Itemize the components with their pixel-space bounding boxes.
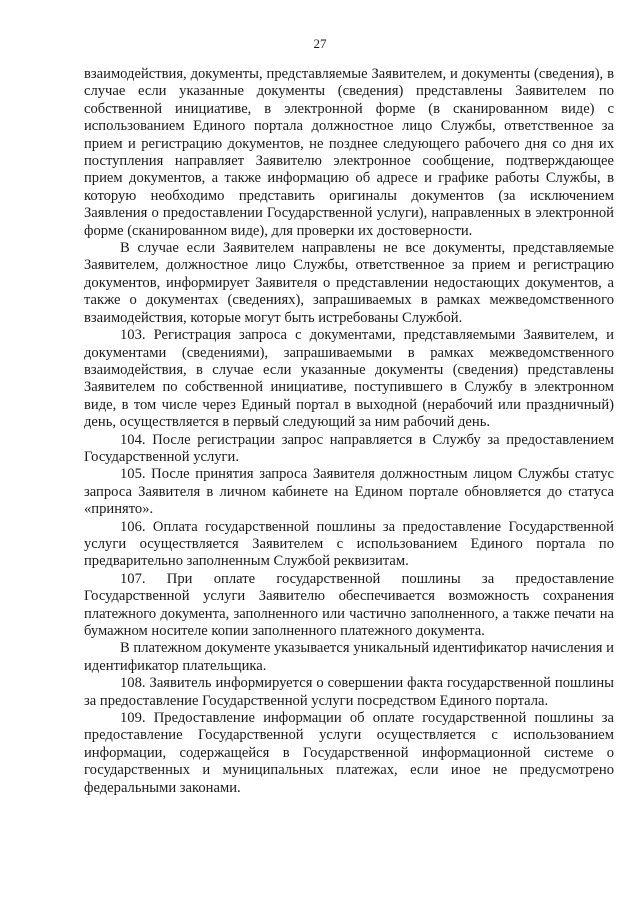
- paragraph-payment-document: В платежном документе указывается уникальный идентификатор начисления и идентификатор плательщика.: [84, 640, 614, 674]
- paragraph-108: 108. Заявитель информируется о совершении факта государственной пошлины за предоставление Государственной услуги посредством Единого портала.: [84, 675, 614, 709]
- paragraph-107: 107. При оплате государственной пошлины за предоставление Государственной услуги Заявителю обеспечивается возможность сохранения платежного документа, заполненного или частично заполненного, а также печати на бумажном носителе копии заполненного платежного документа.: [84, 570, 614, 639]
- paragraph-continuation: взаимодействия, документы, представляемые Заявителем, и документы (сведения), в случае если указанные документы (сведения) представлены Заявителем по собственной инициативе, в электронной форме (в сканированном виде) с использованием Единого портала должностное лицо Службы, ответственное за прием и регистрацию документов, не позднее следующего рабочего дня со дня их поступления направляет Заявителю электронное сообщение, подтверждающее прием документов, а также информацию об адресе и графике работы Службы, в которую необходимо представить оригиналы документов (за исключением Заявления о предоставлении Государственной услуги), направленных в электронной форме (сканированном виде), для проверки их достоверности.: [84, 66, 614, 239]
- document-body: [84, 66, 614, 797]
- paragraph-105: 105. После принятия запроса Заявителя должностным лицом Службы статус запроса Заявителя в личном кабинете на Едином портале обновляется до статуса «принято».: [84, 466, 614, 518]
- paragraph-103: 103. Регистрация запроса с документами, представляемыми Заявителем, и документами (сведениями), запрашиваемыми в рамках межведомственного взаимодействия, в случае если указанные документы (сведения) представлены Заявителем по собственной инициативе, поступившего в Службу в электронном виде, в том числе через Единый портал в выходной (нерабочий или праздничный) день, осуществляется в первый следующий за ним рабочий день.: [84, 327, 614, 431]
- paragraph-106: 106. Оплата государственной пошлины за предоставление Государственной услуги осуществляется Заявителем с использованием Единого портала по предварительно заполненным Службой реквизитам.: [84, 518, 614, 570]
- paragraph-incomplete-documents: В случае если Заявителем направлены не все документы, представляемые Заявителем, должностное лицо Службы, ответственное за прием и регистрацию документов, информирует Заявителя о представлении недостающих документов, а также о документах (сведениях), запрашиваемых в рамках межведомственного взаимодействия, которые могут быть истребованы Службой.: [84, 240, 614, 326]
- paragraph-104: 104. После регистрации запрос направляется в Службу за предоставлением Государственной услуги.: [84, 431, 614, 465]
- page-number: 27: [313, 36, 327, 51]
- paragraph-109: 109. Предоставление информации об оплате государственной пошлины за предоставление Государственной услуги осуществляется с использованием информации, содержащейся в Государственной информационной системе о государственных и муниципальных платежах, если иное не предусмотрено федеральными законами.: [84, 710, 614, 796]
